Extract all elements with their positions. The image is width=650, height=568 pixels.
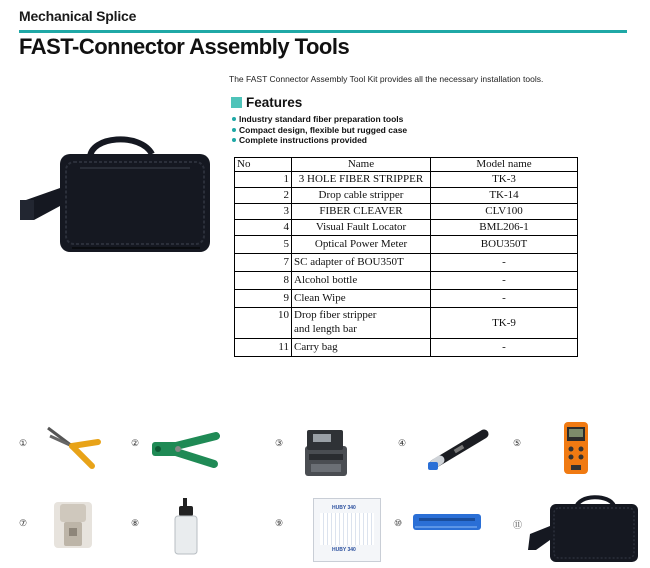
visual-fault-locator-photo [424,428,490,472]
item-number: ⑩ [394,518,403,528]
item-number: ⑨ [275,518,284,528]
table-row: 11 Carry bag - [235,339,578,357]
title-rule [19,30,627,33]
carry-bag-photo [20,128,215,256]
features-list [232,114,407,146]
feature-square-icon [231,97,242,108]
bullet-icon [232,138,236,142]
col-header-name: Name [292,158,431,172]
item-number: ⑪ [513,520,523,530]
item-number: ③ [275,438,284,448]
table-row: 2 Drop cable stripper TK-14 [235,188,578,204]
wipe-label: HUBY 340 [332,505,356,511]
page-title: FAST-Connector Assembly Tools [19,34,350,59]
intro-text: The FAST Connector Assembly Tool Kit provides all the necessary installation tools. [229,74,544,84]
tools-table [234,157,578,357]
features-title: Features [246,95,303,110]
optical-power-meter-photo [563,421,589,475]
fiber-stripper-photo [42,422,102,470]
wipe-label: HUBY 340 [332,547,356,553]
table-row: 4 Visual Fault Locator BML206-1 [235,220,578,236]
drop-fiber-stripper-photo [411,508,485,536]
item-number: ⑦ [19,518,28,528]
item-number: ① [19,438,28,448]
feature-item: Industry standard fiber preparation tools [232,114,407,125]
sc-adapter-photo [50,500,96,550]
section-label: Mechanical Splice [19,8,137,24]
item-number: ⑤ [513,438,522,448]
fiber-cleaver-photo [301,424,351,478]
alcohol-bottle-photo [173,498,199,556]
table-row: 7 SC adapter of BOU350T - [235,254,578,272]
table-row: 1 3 HOLE FIBER STRIPPER TK-3 [235,172,578,188]
col-header-no: No [235,158,292,172]
features-heading [231,95,302,110]
table-row: 10 Drop fiber stripper and length bar TK-9 [235,308,578,339]
feature-item: Complete instructions provided [232,135,407,146]
item-number: ② [131,438,140,448]
clean-wipe-photo [313,498,381,562]
table-row: 5 Optical Power Meter BOU350T [235,236,578,254]
carry-bag-thumb-photo [526,492,642,564]
item-number: ⑧ [131,518,140,528]
item-number: ④ [398,438,407,448]
drop-cable-stripper-photo [150,430,220,472]
table-row: 3 FIBER CLEAVER CLV100 [235,204,578,220]
table-header-row [235,158,578,172]
wipe-swabs [320,513,374,545]
table-row: 9 Clean Wipe - [235,290,578,308]
feature-item: Compact design, flexible but rugged case [232,125,407,136]
bullet-icon [232,128,236,132]
bullet-icon [232,117,236,121]
table-row: 8 Alcohol bottle - [235,272,578,290]
col-header-model: Model name [431,158,578,172]
